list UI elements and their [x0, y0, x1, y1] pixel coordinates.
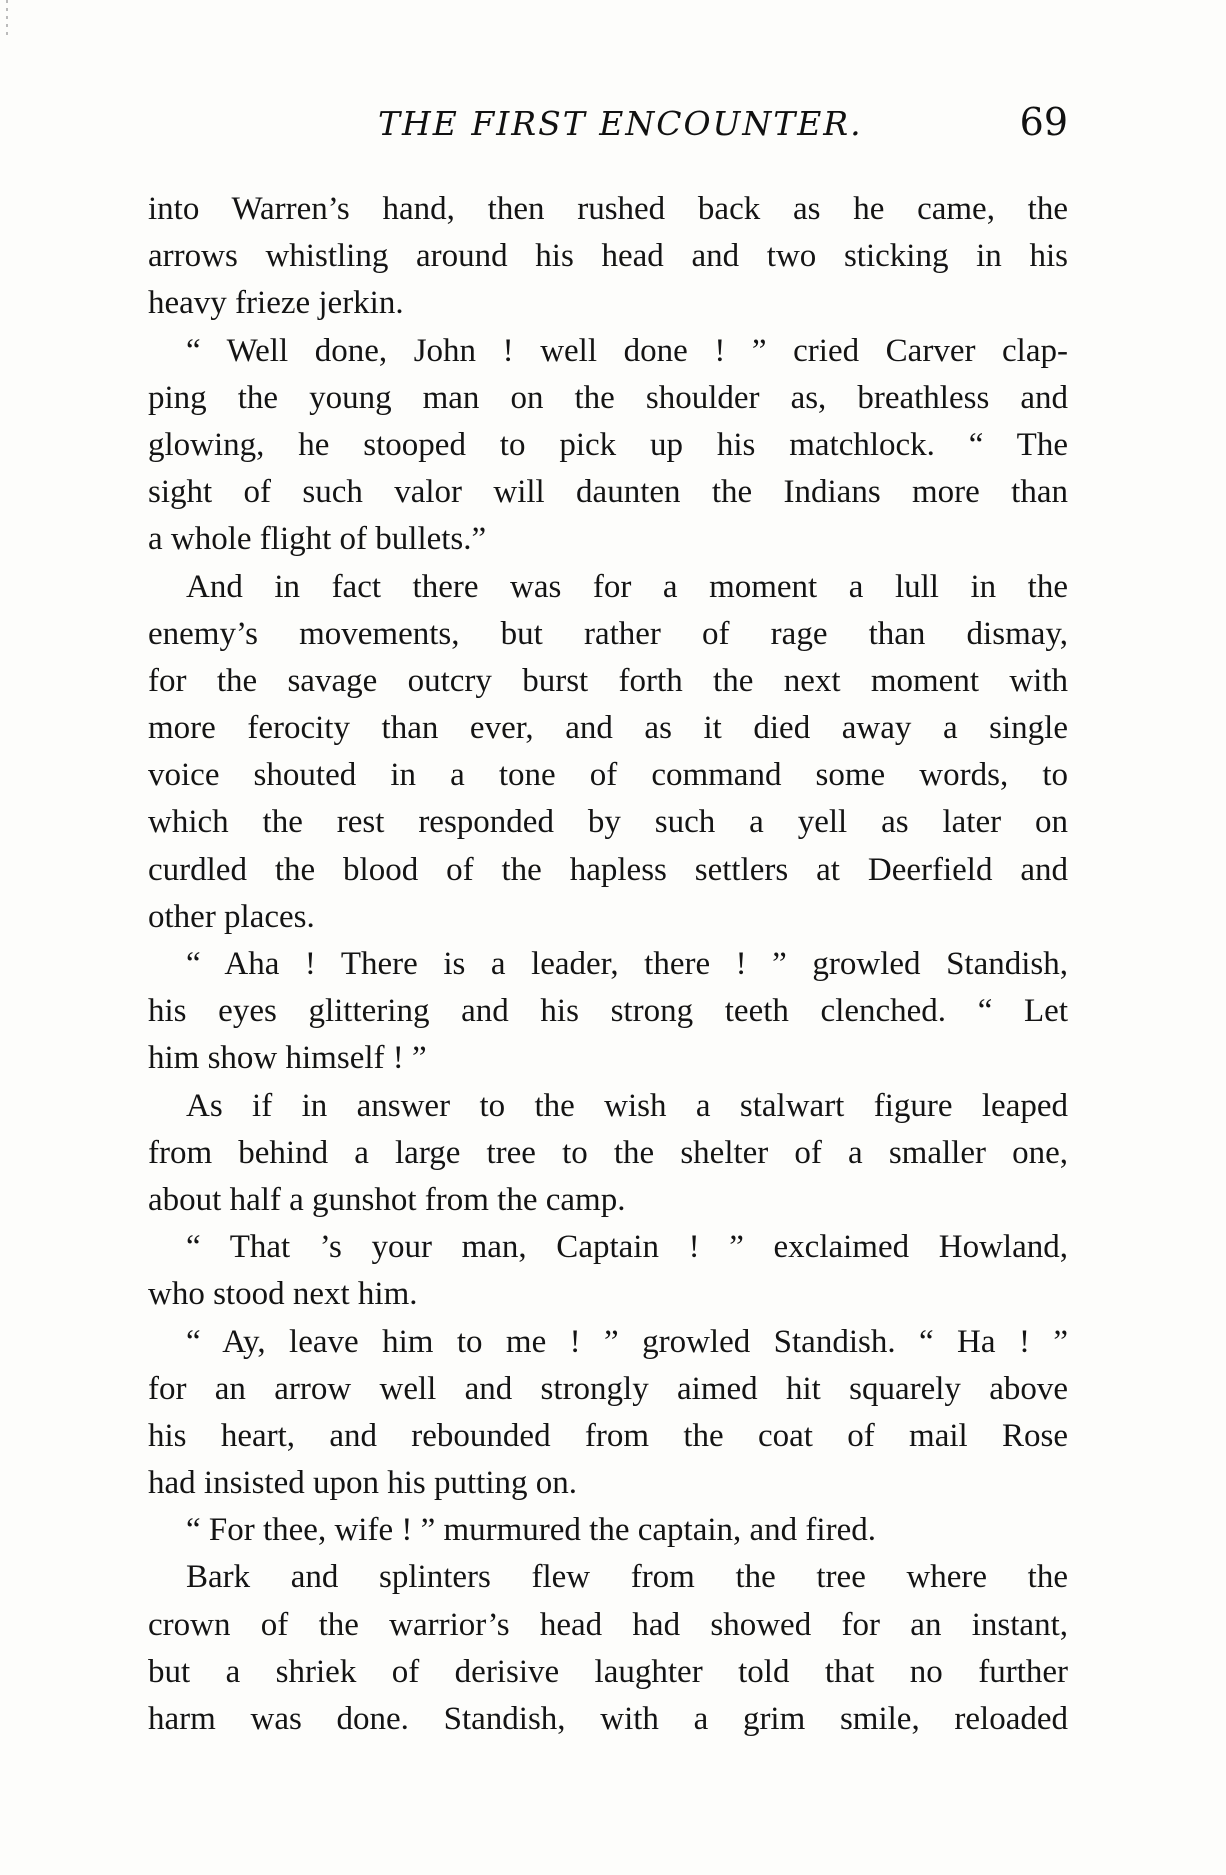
text-line: “ Ay, leave him to me ! ” growled Standish. “ Ha ! ”: [186, 1323, 1068, 1360]
text-line: him show himself ! ”: [148, 1040, 427, 1077]
text-line: voice shouted in a tone of command some words, to: [148, 757, 1068, 794]
text-line: Bark and splinters flew from the tree where the: [186, 1559, 1068, 1596]
text-line: sight of such valor will daunten the Indians more than: [148, 474, 1068, 511]
body-text: [148, 186, 1068, 1743]
text-line: crown of the warrior’s head had showed for an instant,: [148, 1606, 1068, 1643]
text-line: into Warren’s hand, then rushed back as he came, the: [148, 191, 1068, 227]
page-header: [148, 100, 1068, 160]
text-line: enemy’s movements, but rather of rage than dismay,: [148, 615, 1068, 652]
text-line: “ That ’s your man, Captain ! ” exclaimed Howland,: [186, 1229, 1068, 1266]
text-line: “ Well done, John ! well done ! ” cried Carver clap-: [186, 332, 1068, 369]
text-line: for an arrow well and strongly aimed hit squarely above: [148, 1370, 1068, 1407]
text-line: his eyes glittering and his strong teeth clenched. “ Let: [148, 993, 1068, 1030]
text-line: other places.: [148, 898, 315, 935]
text-line: more ferocity than ever, and as it died away a single: [148, 710, 1068, 747]
text-line: ping the young man on the shoulder as, breathless and: [148, 379, 1068, 416]
text-line: but a shriek of derisive laughter told that no further: [148, 1653, 1068, 1690]
text-line: a whole flight of bullets.”: [148, 521, 487, 558]
text-line: “ Aha ! There is a leader, there ! ” growled Standish,: [186, 946, 1068, 982]
text-line: his heart, and rebounded from the coat of mail Rose: [148, 1417, 1068, 1454]
text-line: curdled the blood of the hapless settlers at Deerfield and: [148, 851, 1068, 888]
page-edge-mark: [6, 0, 8, 40]
text-line: glowing, he stooped to pick up his matchlock. “ The: [148, 426, 1068, 463]
text-line: who stood next him.: [148, 1276, 418, 1313]
text-line: “ For thee, wife ! ” murmured the captain, and fired.: [186, 1512, 876, 1549]
text-line: As if in answer to the wish a stalwart figure leaped: [186, 1087, 1068, 1124]
text-line: from behind a large tree to the shelter of a smaller one,: [148, 1134, 1068, 1171]
page-number: 69: [1019, 100, 1068, 144]
text-line: for the savage outcry burst forth the next moment with: [148, 662, 1068, 699]
text-line: which the rest responded by such a yell as later on: [148, 804, 1068, 841]
text-line: about half a gunshot from the camp.: [148, 1181, 626, 1218]
text-line: harm was done. Standish, with a grim smile, reloaded: [148, 1701, 1068, 1737]
running-title: THE FIRST ENCOUNTER.: [378, 104, 863, 143]
text-line: had insisted upon his putting on.: [148, 1465, 577, 1502]
text-line: arrows whistling around his head and two sticking in his: [148, 238, 1068, 275]
text-line: heavy frieze jerkin.: [148, 285, 404, 322]
text-line: And in fact there was for a moment a lull in the: [186, 568, 1068, 605]
